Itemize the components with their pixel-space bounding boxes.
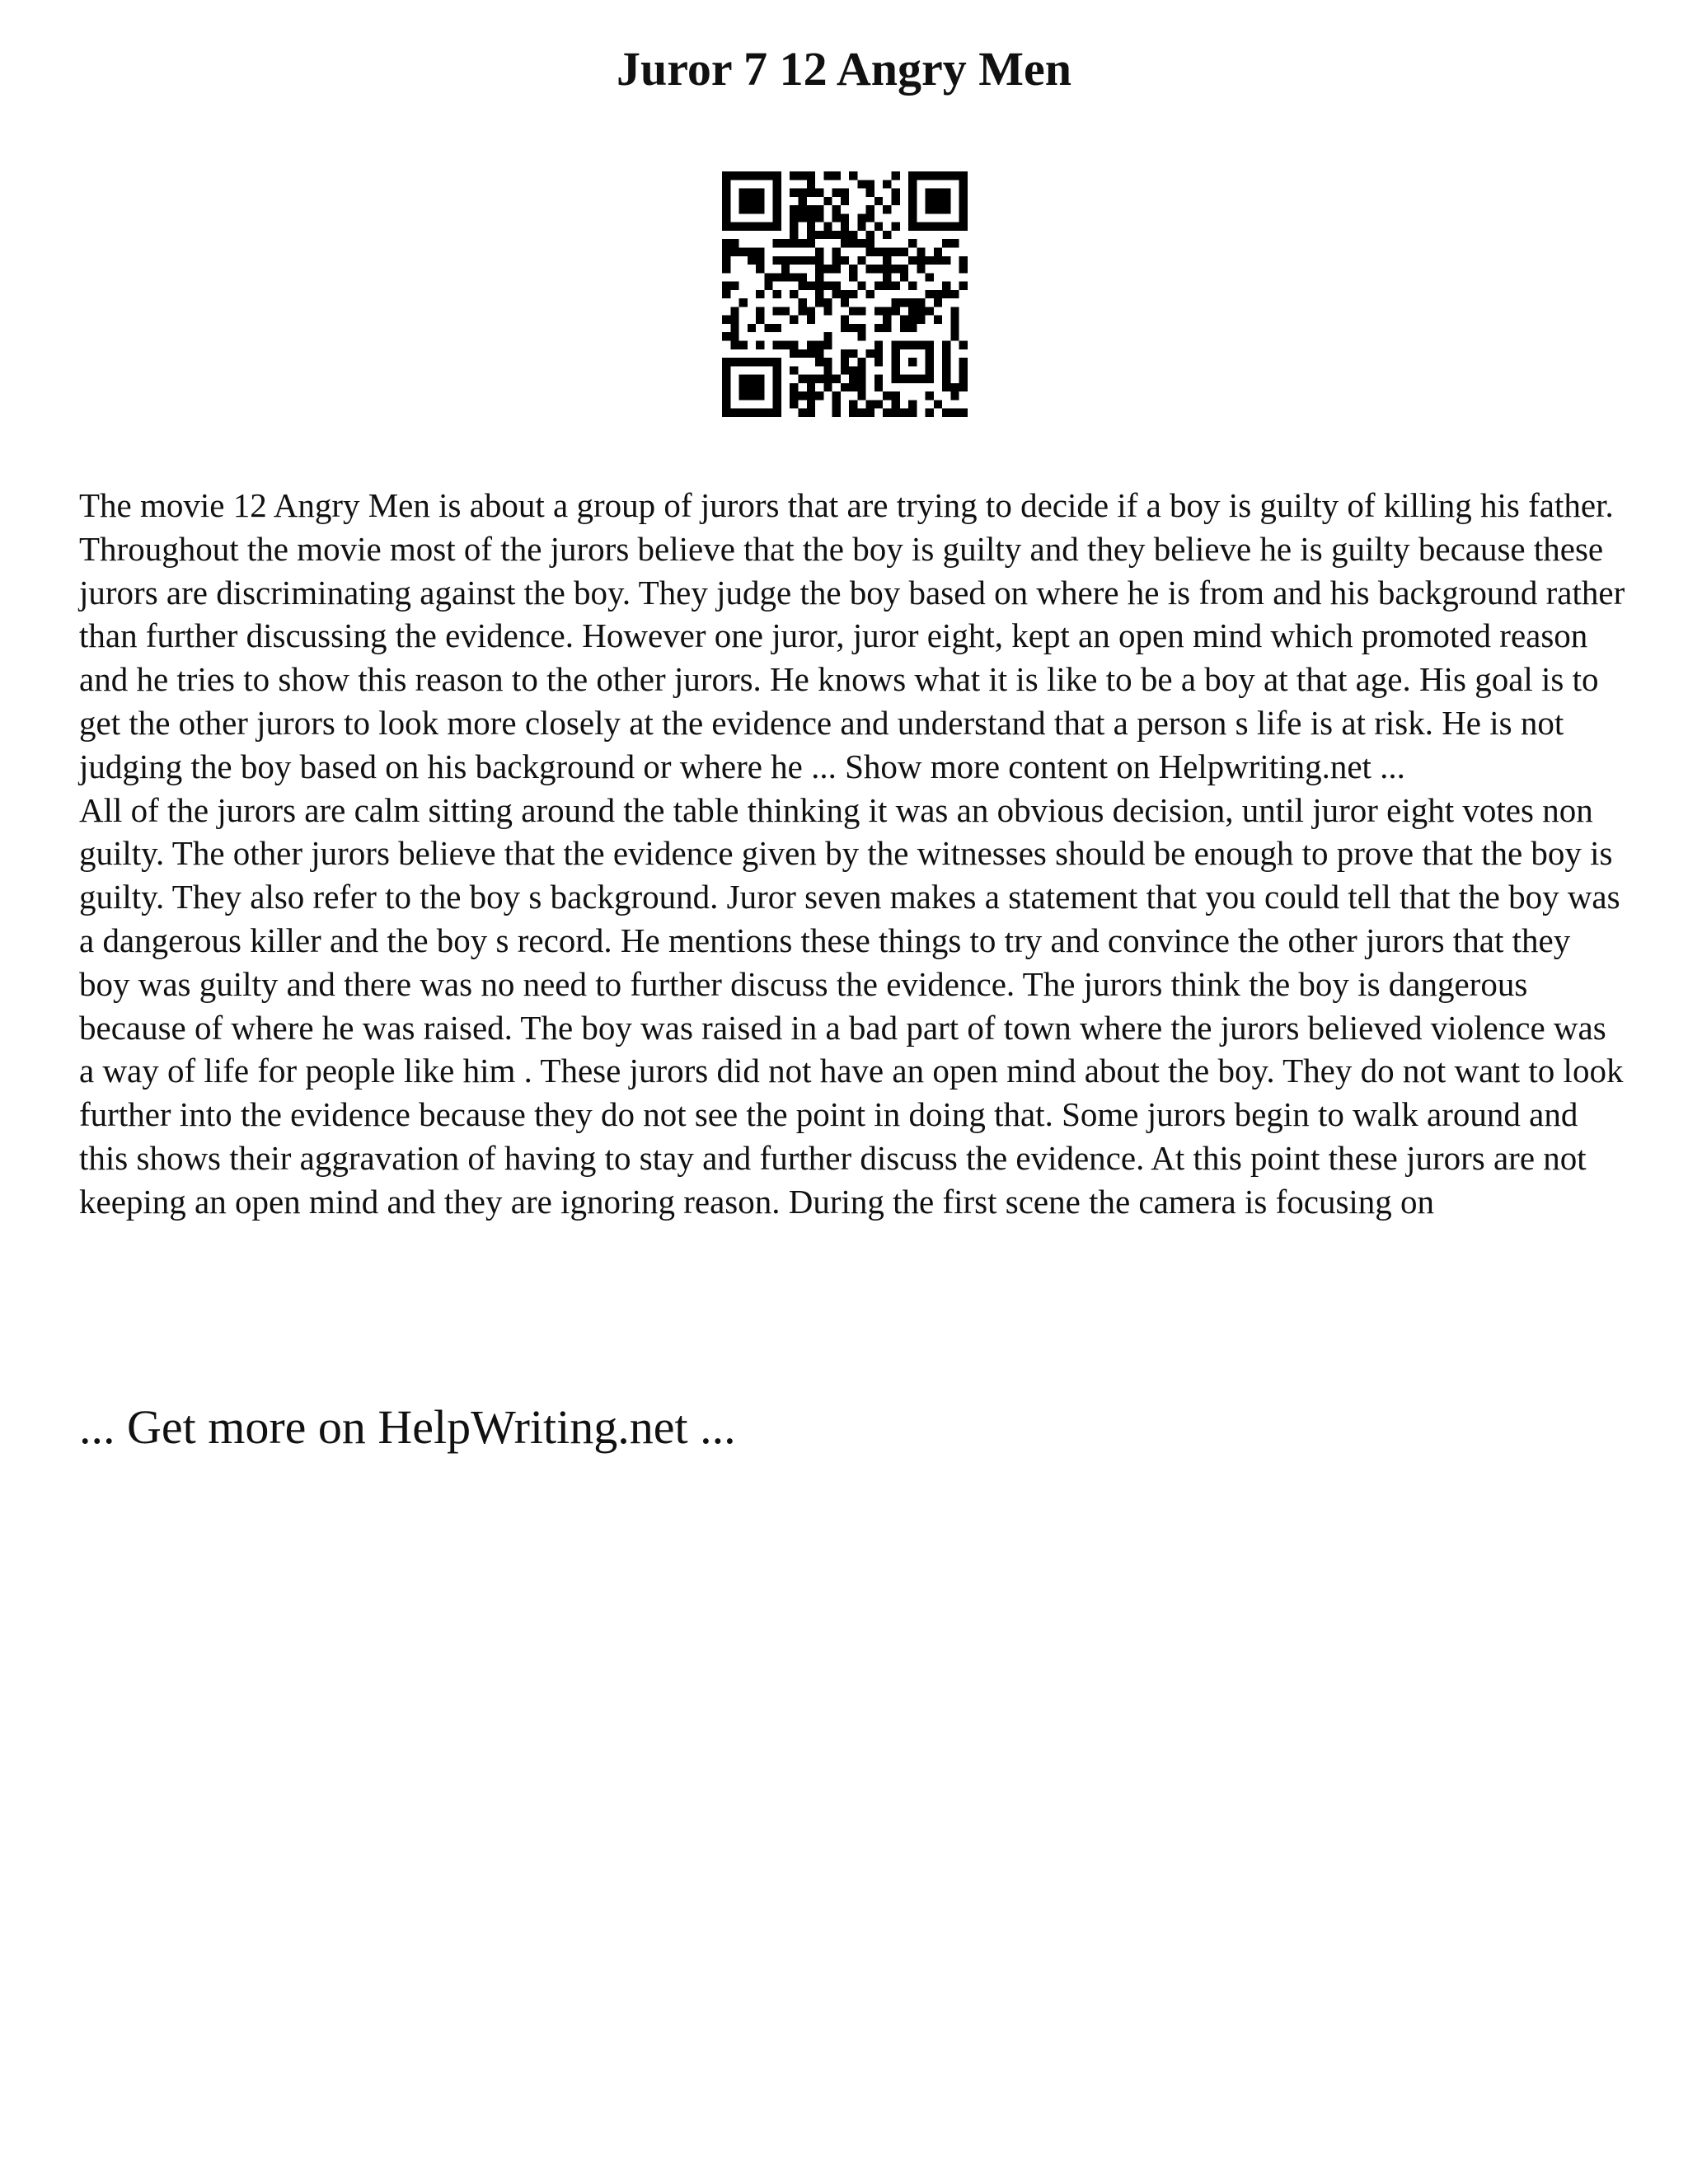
get-more-link[interactable]: ... Get more on HelpWriting.net ... [79,1400,736,1454]
qr-code-icon [722,171,968,417]
paragraph: The movie 12 Angry Men is about a group of jurors that are trying to decide if a boy is guilty of killing his father. Throughout the movie most of the jurors believe that the boy is guilty and they believe he is guilty because these jurors are discriminating against the boy. They judge the boy based on where he is from and his background rather than further discussing the evidence. However one juror, juror eight, kept an open mind which promoted reason and he tries to show this reason to the other jurors. He knows what it is like to be a boy at that age. His goal is to get the other jurors to look more closely at the evidence and understand that a person s life is at risk. He is not judging the boy based on his background or where he ... Show more content on Helpwriting.net ... [79,486,1625,785]
article-body [79,484,1629,1224]
page-title: Juror 7 12 Angry Men [616,42,1072,96]
paragraph: All of the jurors are calm sitting around the table thinking it was an obvious decision, until juror eight votes non guilty. The other jurors believe that the evidence given by the witnesses should be enough to prove that the boy is guilty. They also refer to the boy s background. Juror seven makes a statement that you could tell that the boy was a dangerous killer and the boy s record. He mentions these things to try and convince the other jurors that they boy was guilty and there was no need to further discuss the evidence. The jurors think the boy is dangerous because of where he was raised. The boy was raised in a bad part of town where the jurors believed violence was a way of life for people like him . These jurors did not have an open mind about the boy. They do not want to look further into the evidence because they do not see the point in doing that. Some jurors begin to walk around and this shows their aggravation of having to stay and further discuss the evidence. At this point these jurors are not keeping an open mind and they are ignoring reason. During the first scene the camera is focusing on [79,790,1624,1221]
qr-code-graphic [722,171,968,417]
